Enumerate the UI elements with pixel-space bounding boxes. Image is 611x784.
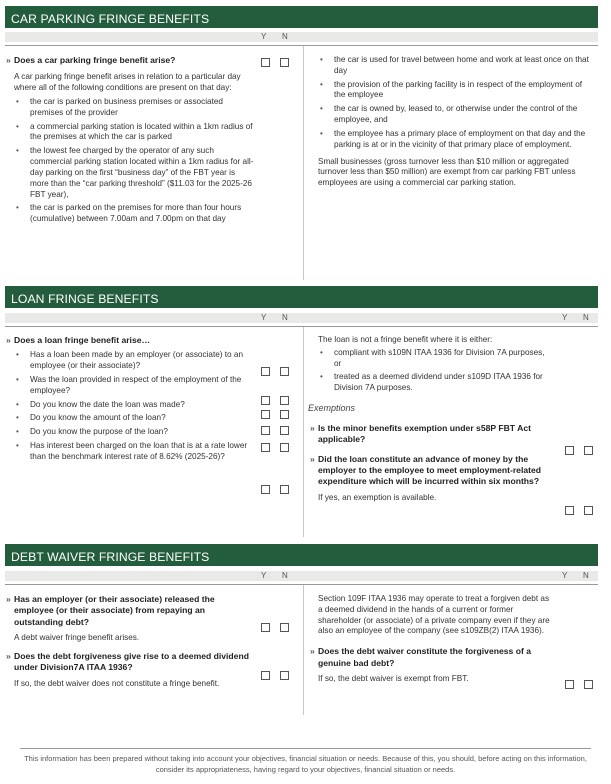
checkbox-yes[interactable] (261, 671, 270, 680)
loan-not-fringe-text: The loan is not a fringe benefit where it is either: (318, 335, 493, 344)
no-column-label: N (282, 313, 288, 322)
question-bad-debt: Does the debt waiver constitute the forgiveness of a genuine bad debt? (318, 646, 531, 668)
exemption-note: If yes, an exemption is available. (318, 492, 437, 502)
column-divider (303, 46, 304, 280)
car-parking-left-column (6, 55, 254, 225)
divider (5, 584, 598, 585)
checkbox-yes[interactable] (565, 680, 574, 689)
question-minor-benefits: Is the minor benefits exemption under s58P FBT Act applicable? (318, 423, 531, 445)
list-item: • the employee has a primary place of employment on that day and the parking is at or in the vicinity of that primary place of employment. (318, 129, 590, 151)
question-deemed-dividend: Does the debt forgiveness give rise to a deemed dividend under Division7A ITAA 1936? (14, 650, 249, 673)
checkbox-no[interactable] (584, 680, 593, 689)
list-item: • Has a loan been made by an employer (or associate) to an employee (or their associate)? (14, 350, 254, 372)
debt-right-column (310, 594, 553, 685)
checkbox-yes[interactable] (565, 446, 574, 455)
yn-header-row (5, 571, 598, 581)
car-parking-intro: A car parking fringe benefit arises in relation to a particular day where all of the following conditions are present on that day: (14, 72, 241, 93)
deemed-dividend-note: If so, the debt waiver does not constitute a fringe benefit. (14, 678, 220, 688)
list-item: • the lowest fee charged by the operator of any such commercial parking station located within a 1km radius for all-day parking on the first “business day” of the FBT year is more than the “car parking threshold” ($11.03 for the 2025-26 FBT year), (14, 146, 254, 200)
checkbox-no[interactable] (280, 367, 289, 376)
checkbox-yes[interactable] (261, 396, 270, 405)
list-item: • Do you know the amount of the loan? (14, 413, 254, 424)
bad-debt-note: If so, the debt waiver is exempt from FBT. (318, 674, 469, 683)
section-header-car-parking: CAR PARKING FRINGE BENEFITS (5, 6, 598, 28)
loan-right-column (308, 335, 553, 504)
section-header-debt-waiver: DEBT WAIVER FRINGE BENEFITS (5, 544, 598, 566)
yes-column-label: Y (261, 571, 267, 580)
no-column-label: N (282, 32, 288, 41)
exemptions-heading: Exemptions (308, 403, 356, 414)
checkbox-yes[interactable] (261, 485, 270, 494)
list-item: • the car is used for travel between home and work at least once on that day (318, 55, 590, 77)
no-column-label: N (583, 313, 589, 322)
arrow-icon: » (6, 335, 11, 345)
loan-left-column (6, 335, 254, 463)
list-item: • compliant with s109N ITAA 1936 for Division 7A purposes, or (318, 348, 553, 370)
list-item: • the car is parked on the premises for more than four hours (cumulative) between 7.00am and 7.00pm on that day (14, 203, 254, 225)
checkbox-yes[interactable] (261, 410, 270, 419)
divider (5, 326, 598, 327)
list-item: • a commercial parking station is located within a 1km radius of the premises at which the car is parked (14, 122, 254, 144)
list-item: • the car is parked on business premises or associated premises of the provider (14, 97, 254, 119)
checkbox-no[interactable] (280, 426, 289, 435)
checkbox-no[interactable] (280, 443, 289, 452)
list-item: • Has interest been charged on the loan that is at a rate lower than the benchmark interest rate of 8.62% (2025-26)? (14, 441, 254, 463)
question-debt-release: Has an employer (or their associate) released the employee (or their associate) from repaying an outstanding debt? (14, 594, 215, 627)
disclaimer-footer: This information has been prepared without taking into account your objectives, financial situation or needs. Because of this, you should, before acting on this information, consider its appropriateness, having regard to your objectives, financial situation or needs. (20, 748, 591, 775)
small-business-note: Small businesses (gross turnover less than $10 million or aggregated turnover less than $50 million) are exempt from car parking FBT unless employees are using a commercial car parking station. (318, 156, 576, 188)
question-advance: Did the loan constitute an advance of money by the employer to the employee to meet employment-related expenditure which will be incurred within six months? (318, 453, 542, 487)
checkbox-no[interactable] (280, 396, 289, 405)
yes-column-label: Y (261, 313, 267, 322)
list-item: • Do you know the purpose of the loan? (14, 427, 254, 438)
checkbox-yes[interactable] (261, 367, 270, 376)
debt-left-column (6, 594, 254, 689)
list-item: • the provision of the parking facility is in respect of the employment of the employee (318, 80, 590, 102)
section-header-loan: LOAN FRINGE BENEFITS (5, 286, 598, 308)
list-item: • the car is owned by, leased to, or otherwise under the control of the employee, and (318, 104, 590, 126)
arrow-icon: » (310, 646, 315, 657)
list-item: • Do you know the date the loan was made? (14, 400, 254, 411)
checkbox-no[interactable] (584, 506, 593, 515)
arrow-icon: » (6, 594, 11, 604)
checkbox-no[interactable] (280, 58, 289, 67)
no-column-label: N (282, 571, 288, 580)
checkbox-no[interactable] (280, 485, 289, 494)
arrow-icon: » (6, 55, 11, 65)
list-item: • treated as a deemed dividend under s109D ITAA 1936 for Division 7A purposes. (318, 372, 553, 394)
arrow-icon: » (6, 650, 11, 661)
yn-header-row (5, 313, 598, 323)
checkbox-no[interactable] (280, 671, 289, 680)
checkbox-yes[interactable] (261, 623, 270, 632)
column-divider (303, 327, 304, 537)
checkbox-yes[interactable] (565, 506, 574, 515)
section-109f-text: Section 109F ITAA 1936 may operate to treat a forgiven debt as a deemed dividend in the hands of a current or former shareholder (or associate) of a private company even if they are also an employee of the company (see s109ZB(2) ITAA 1936). (318, 594, 550, 636)
car-parking-right-column (318, 55, 590, 189)
yes-column-label: Y (562, 313, 568, 322)
yes-column-label: Y (562, 571, 568, 580)
checkbox-yes[interactable] (261, 426, 270, 435)
question-loan: Does a loan fringe benefit arise… (14, 335, 151, 345)
checkbox-yes[interactable] (261, 443, 270, 452)
divider (5, 45, 598, 46)
question-car-parking: Does a car parking fringe benefit arise? (14, 55, 176, 65)
debt-release-note: A debt waiver fringe benefit arises. (14, 633, 140, 643)
checkbox-no[interactable] (584, 446, 593, 455)
list-item: • Was the loan provided in respect of the employment of the employee? (14, 375, 254, 397)
arrow-icon: » (310, 453, 315, 464)
checkbox-no[interactable] (280, 410, 289, 419)
yn-header-row (5, 32, 598, 42)
checkbox-no[interactable] (280, 623, 289, 632)
arrow-icon: » (310, 423, 315, 434)
checkbox-yes[interactable] (261, 58, 270, 67)
yes-column-label: Y (261, 32, 267, 41)
column-divider (303, 585, 304, 715)
no-column-label: N (583, 571, 589, 580)
